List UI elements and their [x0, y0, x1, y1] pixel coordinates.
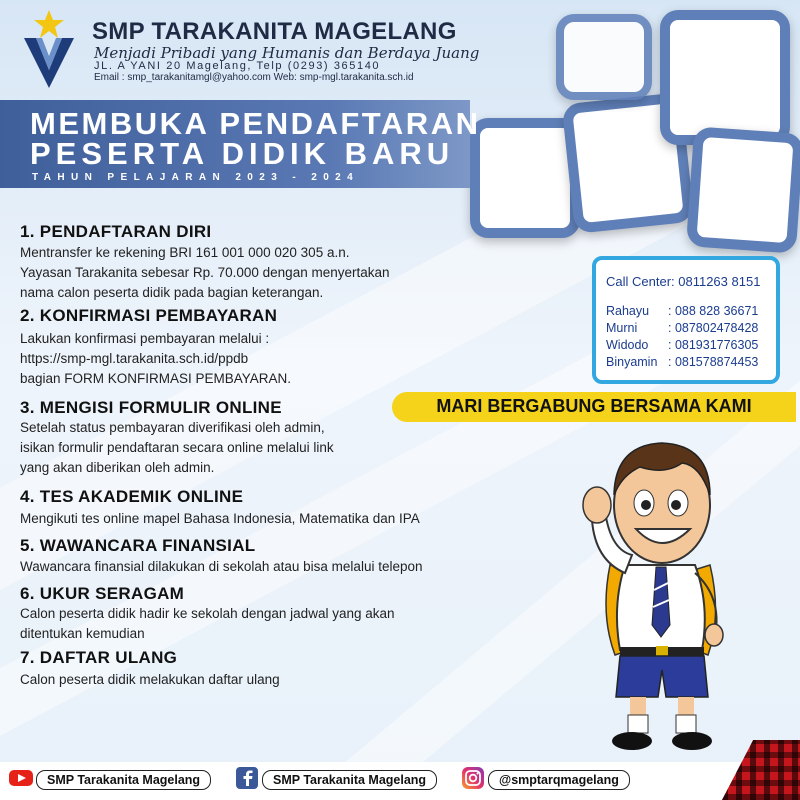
step-5-title: 5. WAWANCARA FINANSIAL: [20, 536, 256, 555]
call-center-box: [592, 256, 780, 384]
step-4-desc: [20, 509, 420, 529]
step-desc-line: isikan formulir pendaftaran secara online melalui link: [20, 440, 334, 455]
youtube-link[interactable]: SMP Tarakanita Magelang: [36, 770, 211, 790]
step-desc-line: Calon peserta didik melakukan daftar ulang: [20, 672, 280, 687]
step-7-desc: [20, 670, 280, 690]
contact-phone: : 088 828 36671: [668, 304, 759, 318]
header: [0, 0, 800, 100]
contact-phone: : 081931776305: [668, 338, 759, 352]
school-address: JL. A YANI 20 Magelang, Telp (0293) 365140: [94, 60, 381, 72]
student-illustration: [570, 425, 750, 755]
banner-year: TAHUN PELAJARAN 2023 - 2024: [32, 172, 360, 183]
step-desc-line: Mengikuti tes online mapel Bahasa Indonesia, Matematika dan IPA: [20, 511, 420, 526]
step-1-title: 1. PENDAFTARAN DIRI: [20, 222, 212, 241]
step-1-desc: [20, 243, 390, 303]
step-7-title: 7. DAFTAR ULANG: [20, 648, 178, 667]
instagram-link[interactable]: @smptarqmagelang: [488, 770, 630, 790]
school-name: SMP TARAKANITA MAGELANG: [92, 18, 457, 45]
school-contact: Email : smp_tarakanitamgl@yahoo.com Web: smp-mgl.tarakanita.sch.id: [94, 72, 414, 83]
contact-row: [606, 355, 758, 369]
step-6-title: 6. UKUR SERAGAM: [20, 584, 185, 603]
cta-text: MARI BERGABUNG BERSAMA KAMI: [436, 396, 752, 416]
facebook-icon[interactable]: [234, 766, 260, 790]
school-logo-icon: [18, 8, 80, 92]
decor-square: [470, 118, 580, 238]
step-desc-line: ditentukan kemudian: [20, 626, 145, 641]
instagram-icon[interactable]: [460, 766, 486, 790]
contact-phone: : 087802478428: [668, 321, 759, 335]
contact-name: Widodo: [606, 338, 649, 352]
contact-phone: : 081578874453: [668, 355, 759, 369]
step-3-desc: [20, 418, 334, 478]
cta-banner: [392, 392, 796, 422]
decor-square: [686, 126, 800, 253]
step-5-desc: [20, 557, 423, 577]
step-desc-line: nama calon peserta didik pada bagian keterangan.: [20, 285, 324, 300]
contact-row: [606, 304, 758, 318]
contact-name: Murni: [606, 321, 638, 335]
contact-name: Rahayu: [606, 304, 650, 318]
school-tagline: Menjadi Pribadi yang Humanis dan Berdaya Juang: [94, 44, 480, 62]
facebook-link[interactable]: SMP Tarakanita Magelang: [262, 770, 437, 790]
step-desc-line: yang akan diberikan oleh admin.: [20, 460, 215, 475]
step-desc-line: bagian FORM KONFIRMASI PEMBAYARAN.: [20, 371, 292, 386]
step-desc-line: Mentransfer ke rekening BRI 161 001 000 020 305 a.n.: [20, 245, 350, 260]
contact-name: Binyamin: [606, 355, 658, 369]
contact-row: [606, 338, 758, 352]
step-desc-line: https://smp-mgl.tarakanita.sch.id/ppdb: [20, 351, 249, 366]
step-desc-line: Yayasan Tarakanita sebesar Rp. 70.000 dengan menyertakan: [20, 265, 390, 280]
step-desc-line: Lakukan konfirmasi pembayaran melalui :: [20, 331, 270, 346]
step-desc-line: Calon peserta didik hadir ke sekolah dengan jadwal yang akan: [20, 606, 395, 621]
contact-row: [606, 321, 758, 335]
step-2-title: 2. KONFIRMASI PEMBAYARAN: [20, 306, 278, 325]
step-4-title: 4. TES AKADEMIK ONLINE: [20, 487, 244, 506]
step-desc-line: Wawancara finansial dilakukan di sekolah atau bisa melalui telepon: [20, 559, 423, 574]
banner-title-line2: PESERTA DIDIK BARU: [30, 136, 455, 171]
step-2-desc: [20, 329, 291, 389]
banner-title-line1: MEMBUKA PENDAFTARAN: [30, 106, 481, 141]
step-desc-line: Setelah status pembayaran diverifikasi oleh admin,: [20, 420, 325, 435]
youtube-icon[interactable]: [8, 766, 34, 790]
step-6-desc: [20, 604, 395, 644]
call-center-title: Call Center: 0811263 8151: [606, 274, 761, 289]
step-3-title: 3. MENGISI FORMULIR ONLINE: [20, 398, 282, 417]
